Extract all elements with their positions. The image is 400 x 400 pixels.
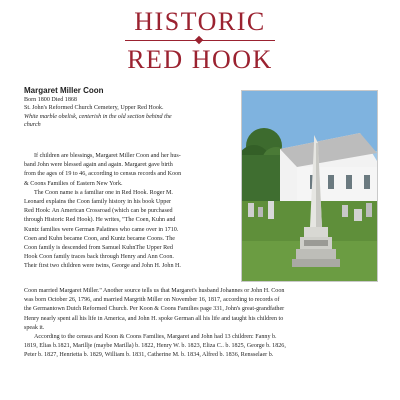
masthead-line-2: RED HOOK [127, 45, 273, 74]
body-line: According to the census and Koon & Coons Families, Margaret and John had 13 children: Fanny b. [34, 334, 277, 341]
body-line: Coon married Margaret Miller." Another source tells us that Margaret's husband Johannes or John H. Coon [24, 288, 285, 294]
masthead [0, 8, 400, 74]
body-line: If children are blessings, Margaret Miller Coon and her hus- [34, 153, 181, 159]
body-line: Coen and Kuhn became Coon, and Kuntz became Coons. The [24, 235, 176, 242]
body-text-narrow [24, 152, 236, 272]
entry-caption-line: White marble obelisk, centerish in the old section behind the [24, 113, 172, 120]
body-line: Henry nearly spent all his life in America, and John H. spoke German all his life and taught his children to [24, 315, 284, 322]
body-line: The Coon name is a familiar one in Red Hook. Roger M. [34, 189, 173, 196]
body-line: Leonard explains the Coon family history in his book Upper [24, 199, 172, 206]
body-line: band John were blessed again and again. Margaret gave birth [24, 162, 173, 169]
body-line: Their first two children were twins, George and John H. John H. [24, 263, 181, 270]
body-line: Peter b. 1827, Henrietta b. 1829, William b. 1831, Catherine M. b. 1834, Alfred b. 1836, Rensselaer b. [24, 352, 274, 359]
cemetery-photo [241, 90, 378, 282]
body-line: Hook Coon family traces back through Henry and Ann Coon. [24, 254, 174, 261]
masthead-rule [125, 36, 275, 46]
body-line: was born October 26, 1796, and married Margrith Miller on November 16, 1817, according to records of [24, 297, 280, 304]
entry-header [24, 86, 236, 130]
body-line: through Historic Red Hook). He writes, "The Coen, Kuhn and [24, 217, 176, 224]
body-line: & Coons Families of Eastern New York. [24, 180, 123, 187]
masthead-line-1: HISTORIC [134, 7, 266, 36]
body-line: from the ages of 19 to 46, according to census records and Koon [24, 171, 182, 178]
body-line: Coon family is descended from Samuel KuhnThe Upper Red [24, 245, 173, 252]
body-line: speak it. [24, 324, 45, 331]
body-line: 1819, Elias b.1821, Marillje (maybe Marilla) b. 1822, Henry W. b. 1823, Eliza C.. b. 1825, George b. 1826, [24, 343, 286, 350]
entry-dates: Born 1800 Died 1868 [24, 97, 77, 103]
body-text-wide [24, 287, 377, 361]
entry-name: Margaret Miller Coon [24, 86, 104, 95]
body-line: Kuntz families were German Palatines who came over in 1710. [24, 226, 179, 233]
body-line: Red Hook: An American Crossroad (which can be purchased [24, 208, 173, 215]
entry-place: St. John's Reformed Church Cemetery, Upper Red Hook. [24, 105, 164, 112]
entry-caption-line: church [24, 122, 41, 129]
body-line: the Germantown Dutch Reformed Church. Per Koon & Coons Families page 331, John's great-grandfather [24, 306, 285, 313]
